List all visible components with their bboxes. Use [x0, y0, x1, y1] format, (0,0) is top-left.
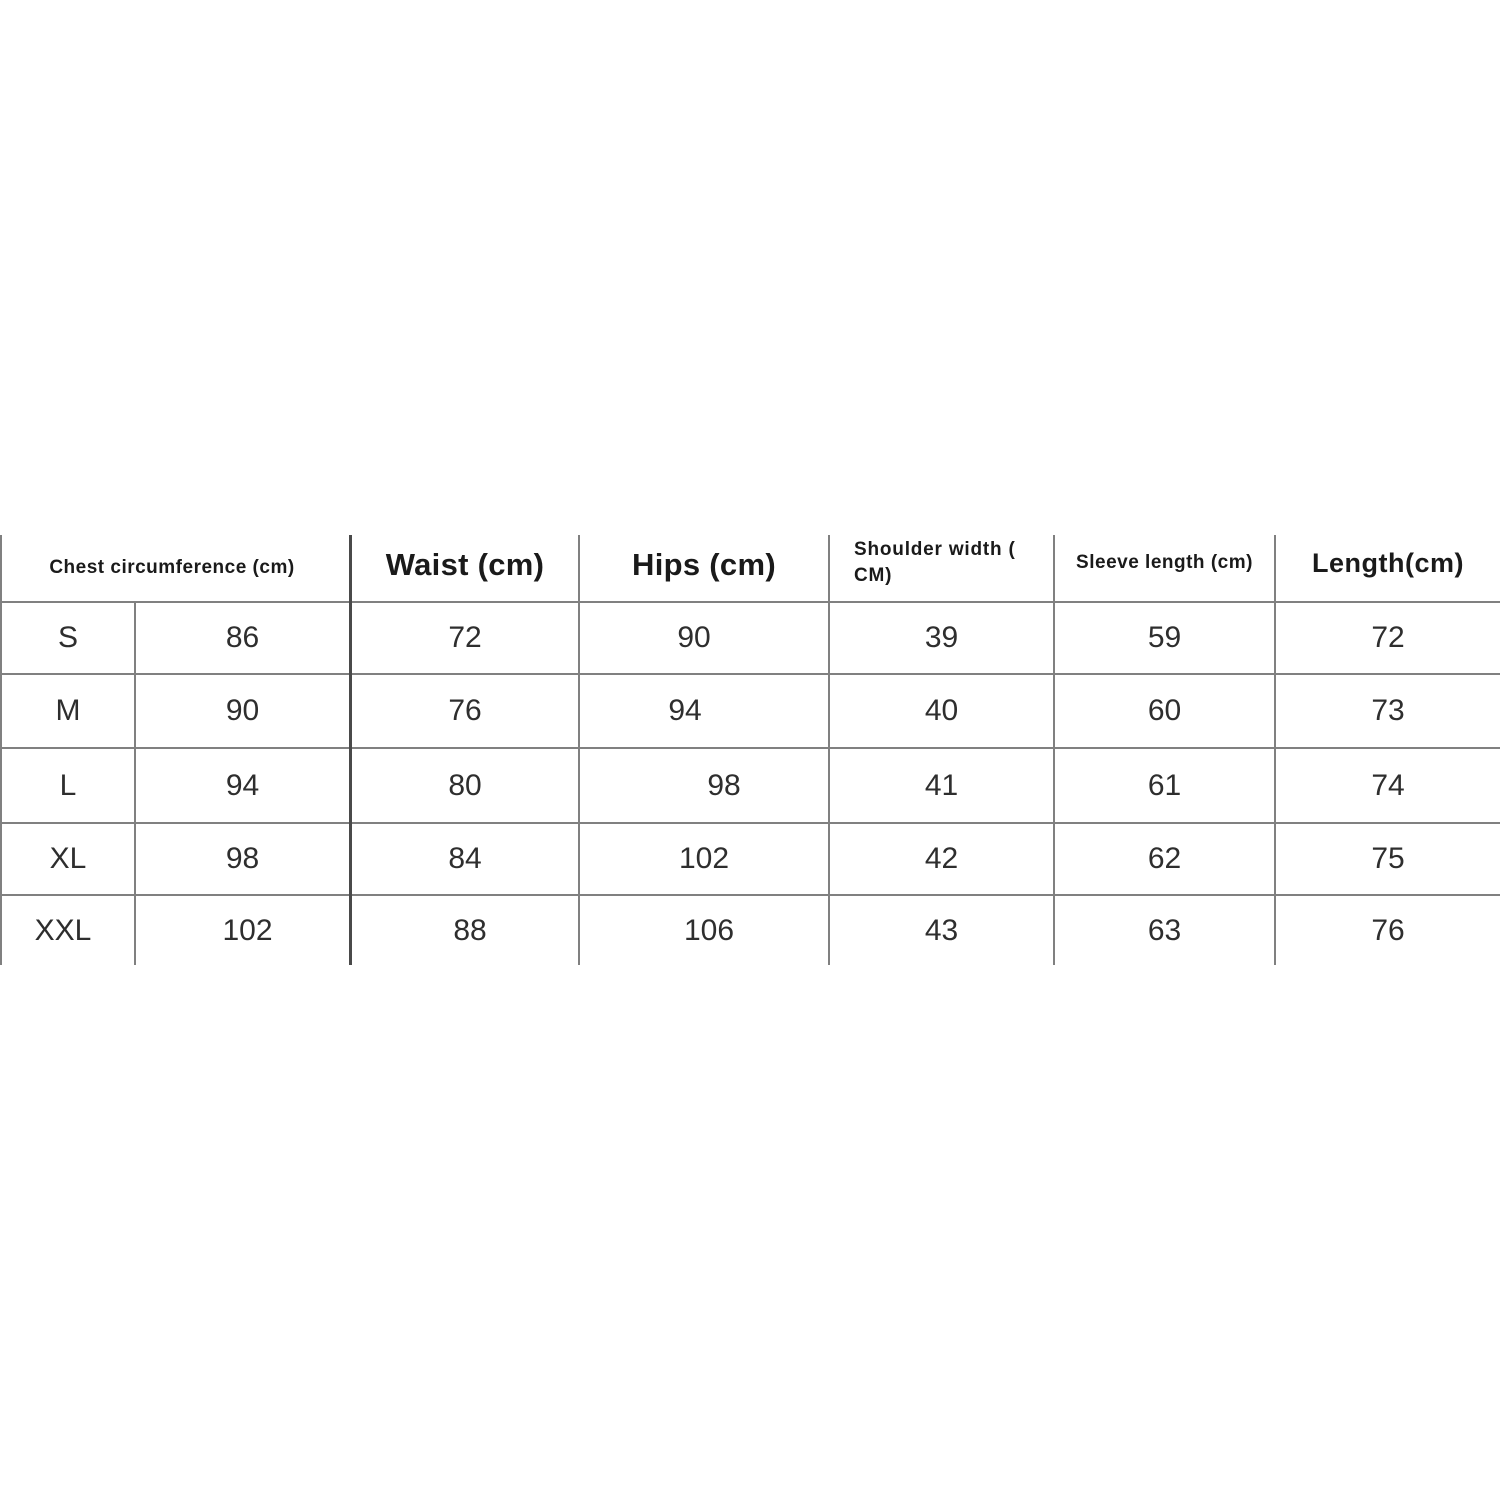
sleeve-value: 62 — [1147, 842, 1182, 875]
shoulder-value: 39 — [924, 621, 959, 654]
size-label: XL — [49, 842, 87, 875]
hips-value: 94 — [668, 694, 702, 727]
sleeve-value: 61 — [1147, 768, 1182, 802]
size-label: M — [55, 694, 81, 727]
length-value: 73 — [1371, 694, 1405, 727]
waist-value: 84 — [448, 842, 482, 875]
header-hips: Hips (cm) — [632, 547, 776, 582]
chest-value: 102 — [222, 913, 273, 947]
hips-value: 106 — [683, 913, 735, 947]
length-value: 72 — [1371, 621, 1405, 654]
waist-value: 80 — [448, 768, 482, 802]
waist-value: 72 — [448, 621, 482, 654]
shoulder-value: 42 — [924, 842, 959, 875]
waist-value: 76 — [448, 694, 482, 727]
sleeve-value: 59 — [1147, 621, 1182, 654]
header-sleeve: Sleeve length (cm) — [1076, 552, 1253, 573]
column-divider — [578, 535, 580, 965]
hips-value: 102 — [678, 842, 730, 875]
length-value: 75 — [1371, 842, 1405, 875]
size-label: XXL — [34, 913, 92, 947]
hips-value: 98 — [707, 768, 741, 802]
waist-value: 88 — [453, 913, 487, 947]
header-length: Length(cm) — [1312, 547, 1464, 578]
chest-value: 90 — [225, 694, 260, 727]
sleeve-value: 60 — [1147, 694, 1182, 727]
header-shoulder: Shoulder width ( CM) — [854, 539, 1016, 586]
chest-value: 98 — [225, 842, 260, 875]
size-label: S — [57, 621, 78, 654]
length-value: 74 — [1371, 768, 1405, 802]
header-waist: Waist (cm) — [385, 547, 545, 582]
size-chart-table — [0, 535, 1500, 965]
chest-value: 86 — [225, 621, 260, 654]
shoulder-value: 40 — [924, 694, 959, 727]
length-value: 76 — [1371, 913, 1405, 947]
hips-value: 90 — [677, 621, 711, 654]
shoulder-value: 41 — [924, 768, 959, 802]
chest-value: 94 — [225, 768, 260, 802]
size-label: L — [59, 768, 77, 802]
header-chest: Chest circumference (cm) — [49, 557, 295, 578]
shoulder-value: 43 — [924, 913, 959, 947]
sleeve-value: 63 — [1147, 913, 1182, 947]
